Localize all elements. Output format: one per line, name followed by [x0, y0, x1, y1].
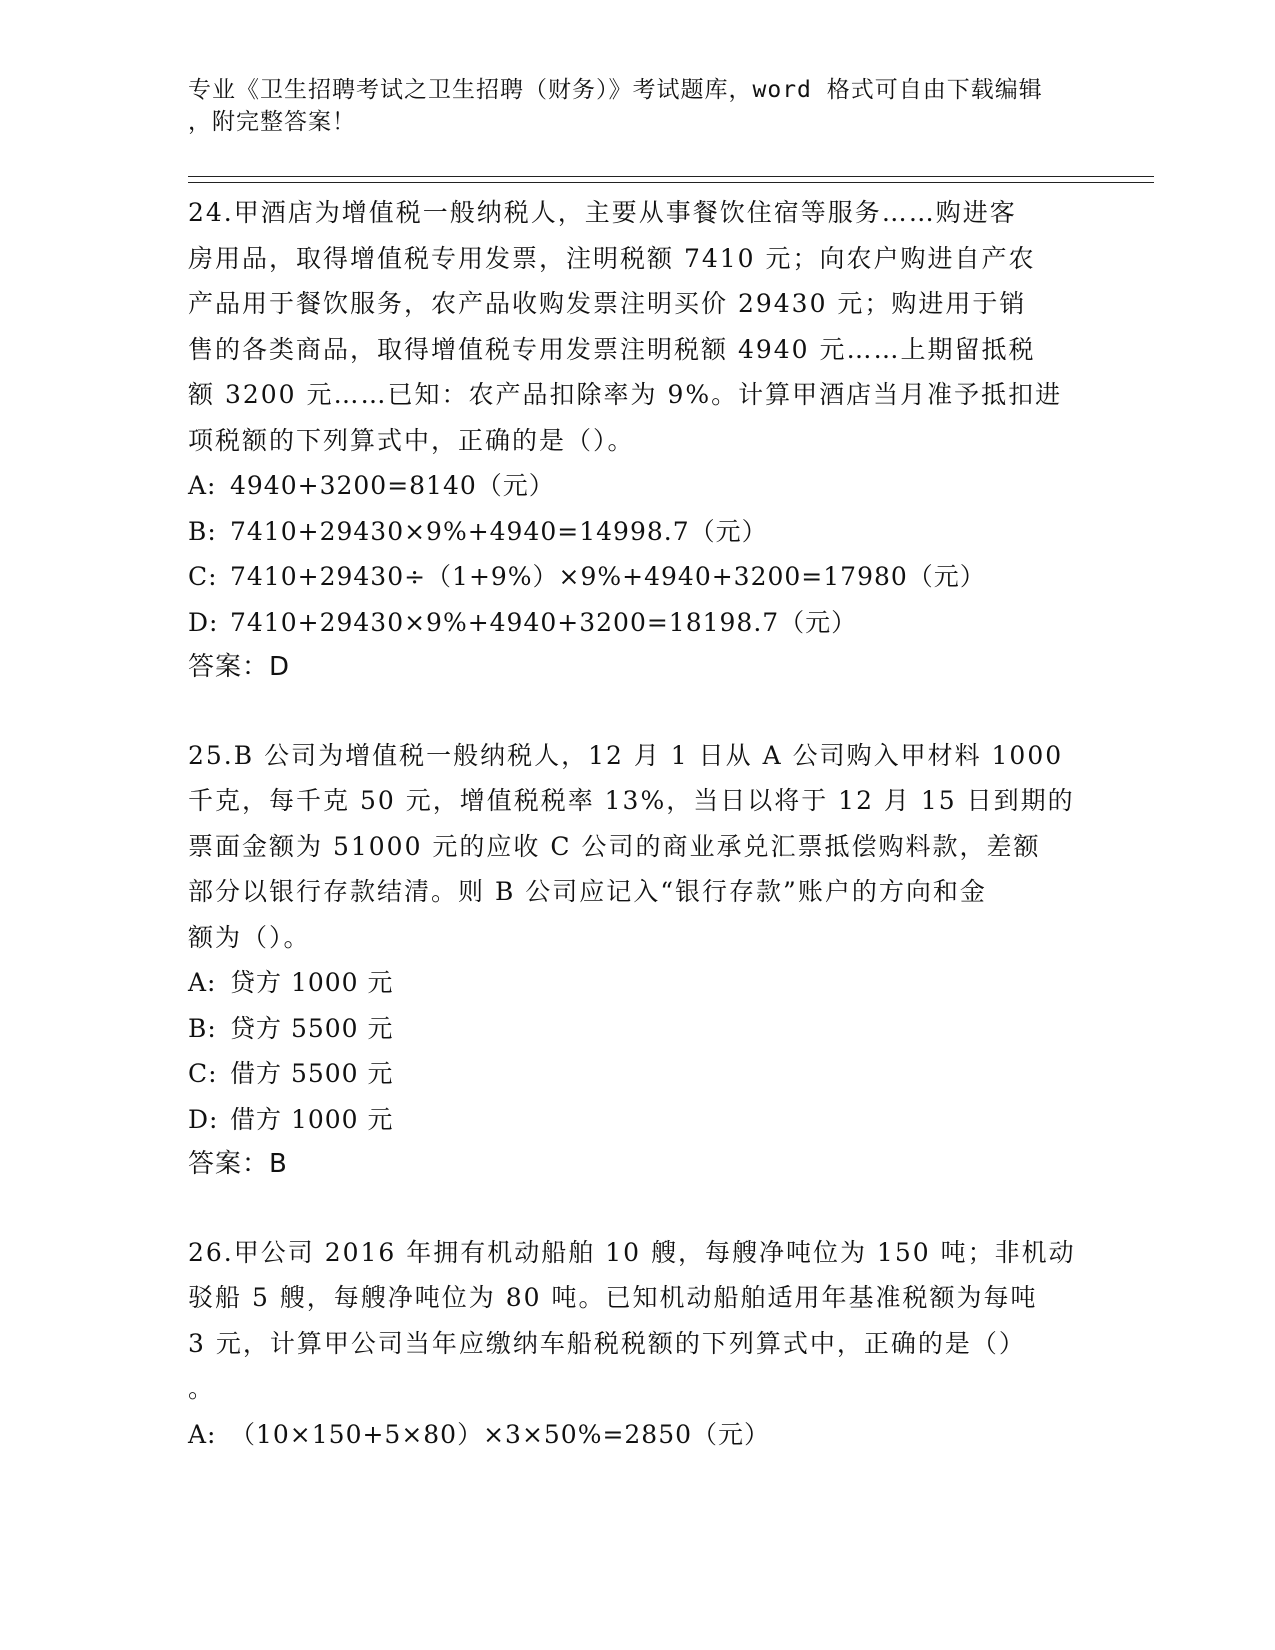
question-text-line: 售的各类商品，取得增值税专用发票注明税额 4940 元……上期留抵税: [188, 334, 1036, 364]
option-text: 7410+29430×9%+4940=14998.7（元）: [230, 516, 768, 546]
question-text-line: 24.甲酒店为增值税一般纳税人，主要从事餐饮住宿等服务……购进客: [188, 198, 1017, 227]
option-text: （10×150+5×80）×3×50%=2850（元）: [230, 1419, 771, 1449]
option-a: [188, 463, 1088, 509]
question-text-line: 产品用于餐饮服务，农产品收购发票注明买价 29430 元；购进用于销: [188, 289, 1027, 318]
header-line: ，附完整答案！: [188, 109, 356, 135]
option-key: D:: [188, 607, 219, 637]
option-key: A:: [188, 471, 217, 500]
option-text: 4940+3200=8140（元）: [230, 471, 555, 500]
option-c: [188, 554, 1088, 600]
option-a: [188, 960, 1088, 1006]
question-text-line: 千克，每千克 50 元，增值税税率 13%，当日以将于 12 月 15 日到期的: [188, 786, 1075, 815]
page-header: [188, 74, 1088, 138]
question-text-line: 额为（）。: [188, 922, 311, 952]
option-key: D:: [188, 1104, 219, 1134]
option-key: A:: [188, 1419, 217, 1449]
question-text-line: 票面金额为 51000 元的应收 C 公司的商业承兑汇票抵偿购料款，差额: [188, 831, 1041, 861]
question-text-line: 额 3200 元……已知：农产品扣除率为 9%。计算甲酒店当月准予抵扣进: [188, 380, 1063, 409]
option-text: 7410+29430÷（1+9%）×9%+4940+3200=17980（元）: [230, 562, 986, 591]
question-25: [188, 733, 1088, 1188]
option-text: 7410+29430×9%+4940+3200=18198.7（元）: [230, 607, 858, 637]
question-text-line: 26.甲公司 2016 年拥有机动船舶 10 艘，每艘净吨位为 150 吨；非机动: [188, 1237, 1076, 1267]
option-text: 借方 1000 元: [230, 1104, 394, 1134]
option-c: [188, 1051, 1088, 1097]
answer-label: 答案：D: [188, 652, 291, 682]
option-a: [188, 1412, 1088, 1458]
option-d: [188, 1097, 1088, 1143]
option-b: [188, 509, 1088, 555]
answer-label: 答案：B: [188, 1149, 288, 1179]
option-key: A:: [188, 968, 217, 997]
option-text: 贷方 5500 元: [230, 1013, 394, 1043]
question-list: [188, 190, 1088, 1499]
header-divider: [188, 176, 1154, 183]
option-key: B:: [188, 1013, 217, 1043]
question-text-line: 3 元，计算甲公司当年应缴纳车船税税额的下列算式中，正确的是（）: [188, 1328, 1026, 1358]
question-text-line: 。: [188, 1374, 216, 1403]
question-text-line: 项税额的下列算式中，正确的是（）。: [188, 425, 635, 455]
option-key: C:: [188, 1059, 218, 1088]
question-text-line: 部分以银行存款结清。则 B 公司应记入“银行存款”账户的方向和金: [188, 877, 987, 906]
question-text-line: 驳船 5 艘，每艘净吨位为 80 吨。已知机动船舶适用年基准税额为每吨: [188, 1283, 1038, 1312]
question-text-line: 25.B 公司为增值税一般纳税人，12 月 1 日从 A 公司购入甲材料 1000: [188, 740, 1064, 770]
question-24: [188, 190, 1088, 691]
option-d: [188, 600, 1088, 646]
header-line: 专业《卫生招聘考试之卫生招聘（财务）》考试题库，word 格式可自由下载编辑: [188, 77, 1043, 103]
option-key: B:: [188, 516, 217, 546]
option-b: [188, 1006, 1088, 1052]
option-key: C:: [188, 562, 218, 591]
option-text: 贷方 1000 元: [230, 968, 394, 997]
question-text-line: 房用品，取得增值税专用发票，注明税额 7410 元；向农户购进自产农: [188, 243, 1036, 273]
question-26: [188, 1230, 1088, 1458]
option-text: 借方 5500 元: [230, 1059, 394, 1088]
